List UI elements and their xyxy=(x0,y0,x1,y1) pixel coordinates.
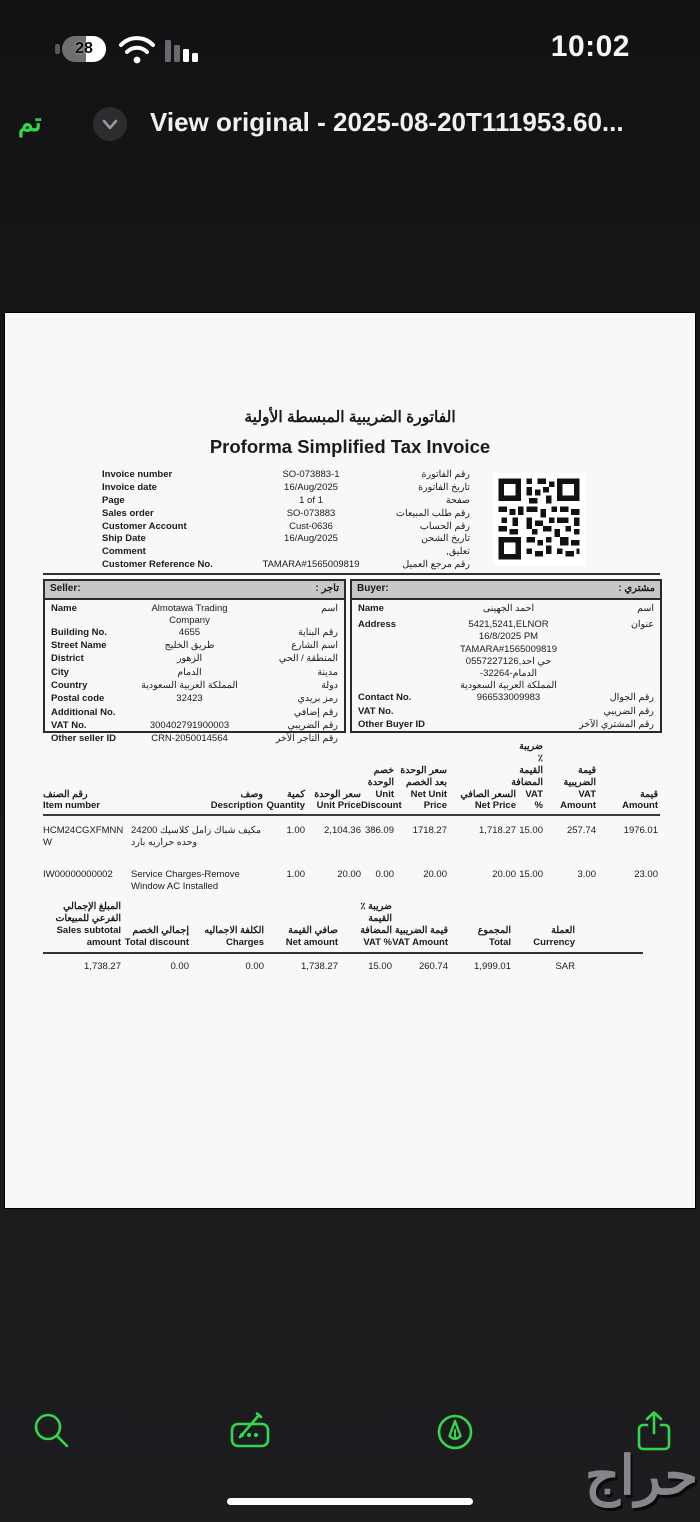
wifi-icon xyxy=(118,34,156,69)
seller-label-en: Country xyxy=(51,679,88,691)
totals-column-header-en: Total xyxy=(489,936,511,948)
items-column-header xyxy=(305,789,361,813)
items-column-header xyxy=(43,789,131,813)
buyer-header xyxy=(352,581,660,600)
items-column-header-ar: قيمة xyxy=(640,788,658,800)
totals-column-header xyxy=(189,925,264,949)
buyer-label-ar: رقم المشتري الآخر xyxy=(579,719,654,731)
items-column-header-en: Unit Price xyxy=(316,800,361,812)
chevron-down-button[interactable] xyxy=(93,107,127,141)
items-column-header-en: Net Unit Price xyxy=(410,788,447,812)
totals-value: 1,999.01 xyxy=(474,960,511,972)
items-column-header xyxy=(131,789,263,813)
seller-row xyxy=(51,707,338,720)
seller-body xyxy=(45,600,344,749)
battery-cap xyxy=(55,44,60,54)
items-column-header xyxy=(263,789,305,813)
seller-label-en: Street Name xyxy=(51,640,107,652)
totals-column-header-ar: إجمالي الخصم xyxy=(132,924,189,936)
items-table-body xyxy=(43,825,660,893)
items-column-header xyxy=(394,765,447,813)
item-amount: 1976.01 xyxy=(623,825,658,837)
items-column-header-ar: وصف xyxy=(240,788,263,800)
meta-label-ar: رقم الفاتورة xyxy=(421,469,470,480)
seller-value: CRN-2050014564 xyxy=(151,733,228,745)
buyer-address-line: الدمام-32264- xyxy=(479,668,538,680)
totals-section xyxy=(43,901,643,972)
search-icon xyxy=(29,1409,75,1455)
totals-column-header-ar: قيمة الضريبية xyxy=(394,924,448,936)
seller-value: الزهور xyxy=(176,653,203,665)
totals-column-header xyxy=(392,925,448,949)
meta-value: Cust-0636 xyxy=(289,520,333,532)
meta-row xyxy=(102,559,470,572)
item-number: IW00000000002 xyxy=(43,869,113,880)
meta-label-en: Customer Reference No. xyxy=(102,559,213,571)
item-vat-amount: 3.00 xyxy=(577,869,596,880)
items-column-header-ar: خصم الوحدة xyxy=(367,764,394,788)
items-column-header xyxy=(361,764,402,813)
buyer-row xyxy=(358,692,654,705)
seller-row xyxy=(51,720,338,733)
totals-column-header xyxy=(511,925,575,949)
buyer-address-line: 16/8/2025 PM xyxy=(478,631,539,643)
buyer-row xyxy=(358,706,654,719)
invoice-document-page[interactable] xyxy=(5,313,695,1208)
items-column-header xyxy=(447,789,516,813)
meta-value: 16/Aug/2025 xyxy=(284,481,338,493)
buyer-label-ar: رقم الضريبي xyxy=(603,705,654,717)
meta-label-en: Invoice number xyxy=(102,469,173,480)
totals-values-row xyxy=(43,961,643,973)
items-column-header-en: VAT % xyxy=(525,788,543,812)
item-net-price: 1,718.27 xyxy=(479,825,516,837)
buyer-label-ar: رقم الجوال xyxy=(609,692,654,704)
item-net-unit-price: 1718.27 xyxy=(412,825,447,837)
items-column-header-ar: كمية xyxy=(287,788,305,800)
battery-percent: 28 xyxy=(75,40,93,57)
buyer-label-en: Contact No. xyxy=(358,692,412,704)
meta-value: 1 of 1 xyxy=(299,494,323,506)
totals-column-header xyxy=(448,925,511,949)
buyer-label-en: VAT No. xyxy=(358,705,394,717)
meta-label-ar: صفحة xyxy=(445,494,470,506)
totals-column-header-ar: صافي القيمة xyxy=(288,924,338,936)
seller-label-ar: رقم التاجر الآخر xyxy=(275,733,338,745)
markup-button[interactable] xyxy=(228,1409,274,1455)
item-unit-price: 2,104.36 xyxy=(324,825,361,837)
seller-header-en: Seller: xyxy=(50,583,81,595)
meta-label-ar: رقم الحساب xyxy=(419,520,470,532)
item-amount: 23.00 xyxy=(634,869,658,880)
buyer-name-label-ar: اسم xyxy=(637,603,654,614)
buyer-label-en: Other Buyer ID xyxy=(358,719,426,731)
totals-column-header xyxy=(43,901,121,949)
items-column-header-ar: قيمة الضريبية xyxy=(563,764,596,788)
meta-row xyxy=(102,546,470,559)
totals-column-header-ar: ضريبة ٪ القيمة المضافة xyxy=(360,901,392,936)
items-table-header xyxy=(43,741,660,816)
meta-value: SO-073883 xyxy=(286,507,336,519)
seller-header xyxy=(45,581,344,600)
totals-column-header-en: VAT Amount xyxy=(392,936,448,948)
meta-row xyxy=(102,533,470,546)
meta-label-en: Customer Account xyxy=(102,520,187,532)
seller-row xyxy=(51,640,338,653)
items-column-header-ar: السعر الصافي xyxy=(460,788,516,800)
done-button[interactable]: تم xyxy=(18,109,42,137)
totals-value: 0.00 xyxy=(170,960,189,972)
meta-separator-line xyxy=(43,573,660,575)
meta-row xyxy=(102,495,470,508)
totals-value: SAR xyxy=(555,960,575,972)
totals-column-header xyxy=(264,925,338,949)
buyer-value xyxy=(443,706,574,719)
chevron-down-icon xyxy=(102,119,118,130)
item-net-unit-price: 20.00 xyxy=(423,869,447,880)
search-button[interactable] xyxy=(29,1409,75,1455)
buyer-address-line: TAMARA#1565009819 xyxy=(460,643,557,655)
seller-value: 4655 xyxy=(178,626,201,638)
seller-value: Almotawa Trading Company xyxy=(151,603,228,626)
seller-row xyxy=(51,667,338,680)
meta-label-ar: رقم مرجع العميل xyxy=(402,559,470,571)
item-number: HCM24CGXFMNNW xyxy=(43,825,124,849)
buyer-address-line: المملكة العربية السعودية xyxy=(460,680,557,692)
items-column-header-ar: سعر الوحدة بعد الخصم xyxy=(400,764,447,788)
seller-value: طريق الخليج xyxy=(164,640,215,652)
seller-row xyxy=(51,680,338,693)
home-indicator[interactable] xyxy=(227,1498,473,1505)
item-vat-amount: 257.74 xyxy=(566,825,596,837)
totals-column-header-ar: المجموع xyxy=(477,924,511,936)
buyer-address-label-en: Address xyxy=(358,619,397,631)
seller-label-en: Postal code xyxy=(51,693,105,705)
qr-code xyxy=(493,473,585,565)
items-column-header-en: VAT Amount xyxy=(560,788,596,812)
invoice-title-arabic: الفاتورة الضريبية المبسطة الأولية xyxy=(244,409,456,426)
totals-column-header-ar: العملة xyxy=(551,924,575,936)
seller-row xyxy=(51,603,338,627)
seller-value: المملكة العربية السعودية xyxy=(141,679,238,691)
buyer-value: 966533009983 xyxy=(476,692,541,704)
meta-label-en: Sales order xyxy=(102,507,154,519)
items-column-header-en: Net Price xyxy=(474,800,516,812)
item-vat-percent: 15.00 xyxy=(519,869,543,880)
buyer-name-row xyxy=(358,603,654,616)
buyer-address-label-ar: عنوان xyxy=(630,619,654,631)
meta-value xyxy=(252,546,370,559)
seller-value: الدمام xyxy=(177,666,202,678)
invoice-title-english: Proforma Simplified Tax Invoice xyxy=(209,436,491,457)
totals-column-header-en: Total discount xyxy=(124,936,189,948)
totals-column-header-en: Net amount xyxy=(285,936,338,948)
buyer-address-line: 5421,5241,ELNOR xyxy=(468,619,549,631)
item-row xyxy=(43,869,660,893)
items-column-header-ar: سعر الوحدة xyxy=(314,788,361,800)
document-title: View original - 2025-08-20T111953.60... xyxy=(150,107,624,137)
seller-label-en: VAT No. xyxy=(51,719,87,731)
totals-column-header xyxy=(121,925,189,949)
totals-column-header-en: Currency xyxy=(533,936,575,948)
totals-column-header-ar: الكلفة الاجماليه xyxy=(204,924,264,936)
seller-label-ar: رقم البناية xyxy=(298,626,338,638)
seller-header-ar: تاجر : xyxy=(315,583,339,595)
meta-label-ar: تاريخ الشحن xyxy=(421,533,470,545)
totals-value: 0.00 xyxy=(245,960,264,972)
seller-value: 32423 xyxy=(176,693,203,705)
items-table xyxy=(43,741,660,893)
buyer-name-label-en: Name xyxy=(358,603,384,614)
seller-label-ar: رقم الضريبي xyxy=(287,719,338,731)
items-column-header xyxy=(511,741,543,812)
item-unit-price: 20.00 xyxy=(337,869,361,880)
seller-label-ar: اسم xyxy=(321,603,338,614)
items-column-header-en: Unit Discount xyxy=(361,788,402,812)
title-bar xyxy=(0,102,700,154)
cellular-signal-icon xyxy=(165,38,198,62)
battery-icon xyxy=(62,36,106,62)
buyer-box xyxy=(350,579,662,733)
items-column-header-ar: ضريبة ٪ القيمة المضافة xyxy=(511,741,543,788)
buyer-extra-rows xyxy=(358,692,654,732)
seller-label-ar: رمز بريدي xyxy=(297,693,338,705)
markup-signature-icon xyxy=(228,1409,274,1455)
seller-label-ar: دولة xyxy=(321,679,338,691)
buyer-row xyxy=(358,719,654,732)
item-description: مكيف شباك زامل كلاسيك 24200 وحده حراريه بارد xyxy=(131,825,262,849)
meta-value: 16/Aug/2025 xyxy=(284,533,338,545)
meta-row xyxy=(102,469,470,482)
meta-row xyxy=(102,482,470,495)
items-column-header-en: Quantity xyxy=(266,800,305,812)
items-column-header-en: Description xyxy=(210,800,263,812)
seller-row xyxy=(51,693,338,706)
item-unit-discount: 386.09 xyxy=(364,825,394,837)
invoice-meta xyxy=(102,469,470,572)
buyer-header-en: Buyer: xyxy=(357,583,389,595)
seller-value: 300402791900003 xyxy=(149,719,230,731)
seller-label-en: Name xyxy=(51,603,77,614)
item-unit-discount: 0.00 xyxy=(375,869,394,880)
seller-label-en: Building No. xyxy=(51,626,107,638)
buyer-value xyxy=(443,719,574,732)
seller-label-ar: المنطقة / الحي xyxy=(278,653,338,665)
seller-label-ar: رقم إضافي xyxy=(293,706,338,718)
status-time: 10:02 xyxy=(550,30,630,63)
meta-label-en: Invoice date xyxy=(102,481,157,493)
meta-label-ar: تعليق, xyxy=(446,546,470,558)
totals-value: 1,738.27 xyxy=(84,960,121,972)
totals-value: 15.00 xyxy=(368,960,392,972)
items-column-header xyxy=(596,789,658,813)
seller-row xyxy=(51,627,338,640)
seller-value xyxy=(133,707,246,720)
buyer-address-lines xyxy=(443,619,574,692)
item-description: Service Charges-Remove Window AC Installed xyxy=(131,869,240,892)
totals-header xyxy=(43,901,643,954)
meta-label-ar: رقم طلب المبيعات xyxy=(396,507,470,519)
meta-value: SO-073883-1 xyxy=(282,469,340,480)
seller-label-ar: اسم الشارع xyxy=(291,640,338,652)
buyer-address-row xyxy=(358,619,654,692)
totals-column-header-en: VAT % xyxy=(363,936,392,948)
seller-box xyxy=(43,579,346,745)
meta-label-ar: تاريخ الفاتورة xyxy=(418,481,470,493)
item-row xyxy=(43,825,660,849)
items-column-header xyxy=(543,765,596,813)
items-column-header-en: Item number xyxy=(43,800,101,812)
seller-label-en: Other seller ID xyxy=(51,733,116,745)
seller-label-en: City xyxy=(51,666,69,678)
meta-label-en: Page xyxy=(102,494,125,506)
totals-column-header-en: Charges xyxy=(225,936,264,948)
status-bar xyxy=(0,28,700,80)
totals-column-header-en: Sales subtotal amount xyxy=(56,924,121,948)
meta-label-en: Comment xyxy=(102,546,146,558)
items-column-header-ar: رقم الصنف xyxy=(43,788,88,800)
buyer-header-ar: مشتري : xyxy=(618,583,655,595)
haraj-watermark: حراج xyxy=(584,1446,698,1506)
seller-label-en: District xyxy=(51,653,84,665)
totals-column-header xyxy=(338,901,392,949)
item-net-price: 20.00 xyxy=(492,869,516,880)
item-vat-percent: 15.00 xyxy=(519,825,543,837)
buyer-body xyxy=(352,600,660,735)
seller-label-ar: مدينة xyxy=(317,666,338,678)
buyer-name-value: احمد الجهينى xyxy=(482,603,535,614)
totals-column-header-ar: المبلغ الإجمالي الفرعي للمبيعات xyxy=(55,901,121,924)
meta-label-en: Ship Date xyxy=(102,533,146,545)
meta-row xyxy=(102,508,470,521)
seller-label-en: Additional No. xyxy=(51,706,116,718)
item-quantity: 1.00 xyxy=(286,869,305,880)
totals-value: 1,738.27 xyxy=(301,960,338,972)
pen-tool-button[interactable] xyxy=(432,1409,478,1455)
seller-row xyxy=(51,653,338,666)
totals-value: 260.74 xyxy=(418,960,448,972)
items-column-header-en: Amount xyxy=(622,800,658,812)
meta-value: TAMARA#1565009819 xyxy=(262,559,360,571)
pen-circle-icon xyxy=(432,1409,478,1455)
meta-row xyxy=(102,521,470,534)
item-quantity: 1.00 xyxy=(286,825,305,837)
buyer-address-line: حي احد,0557227126 xyxy=(465,655,552,667)
